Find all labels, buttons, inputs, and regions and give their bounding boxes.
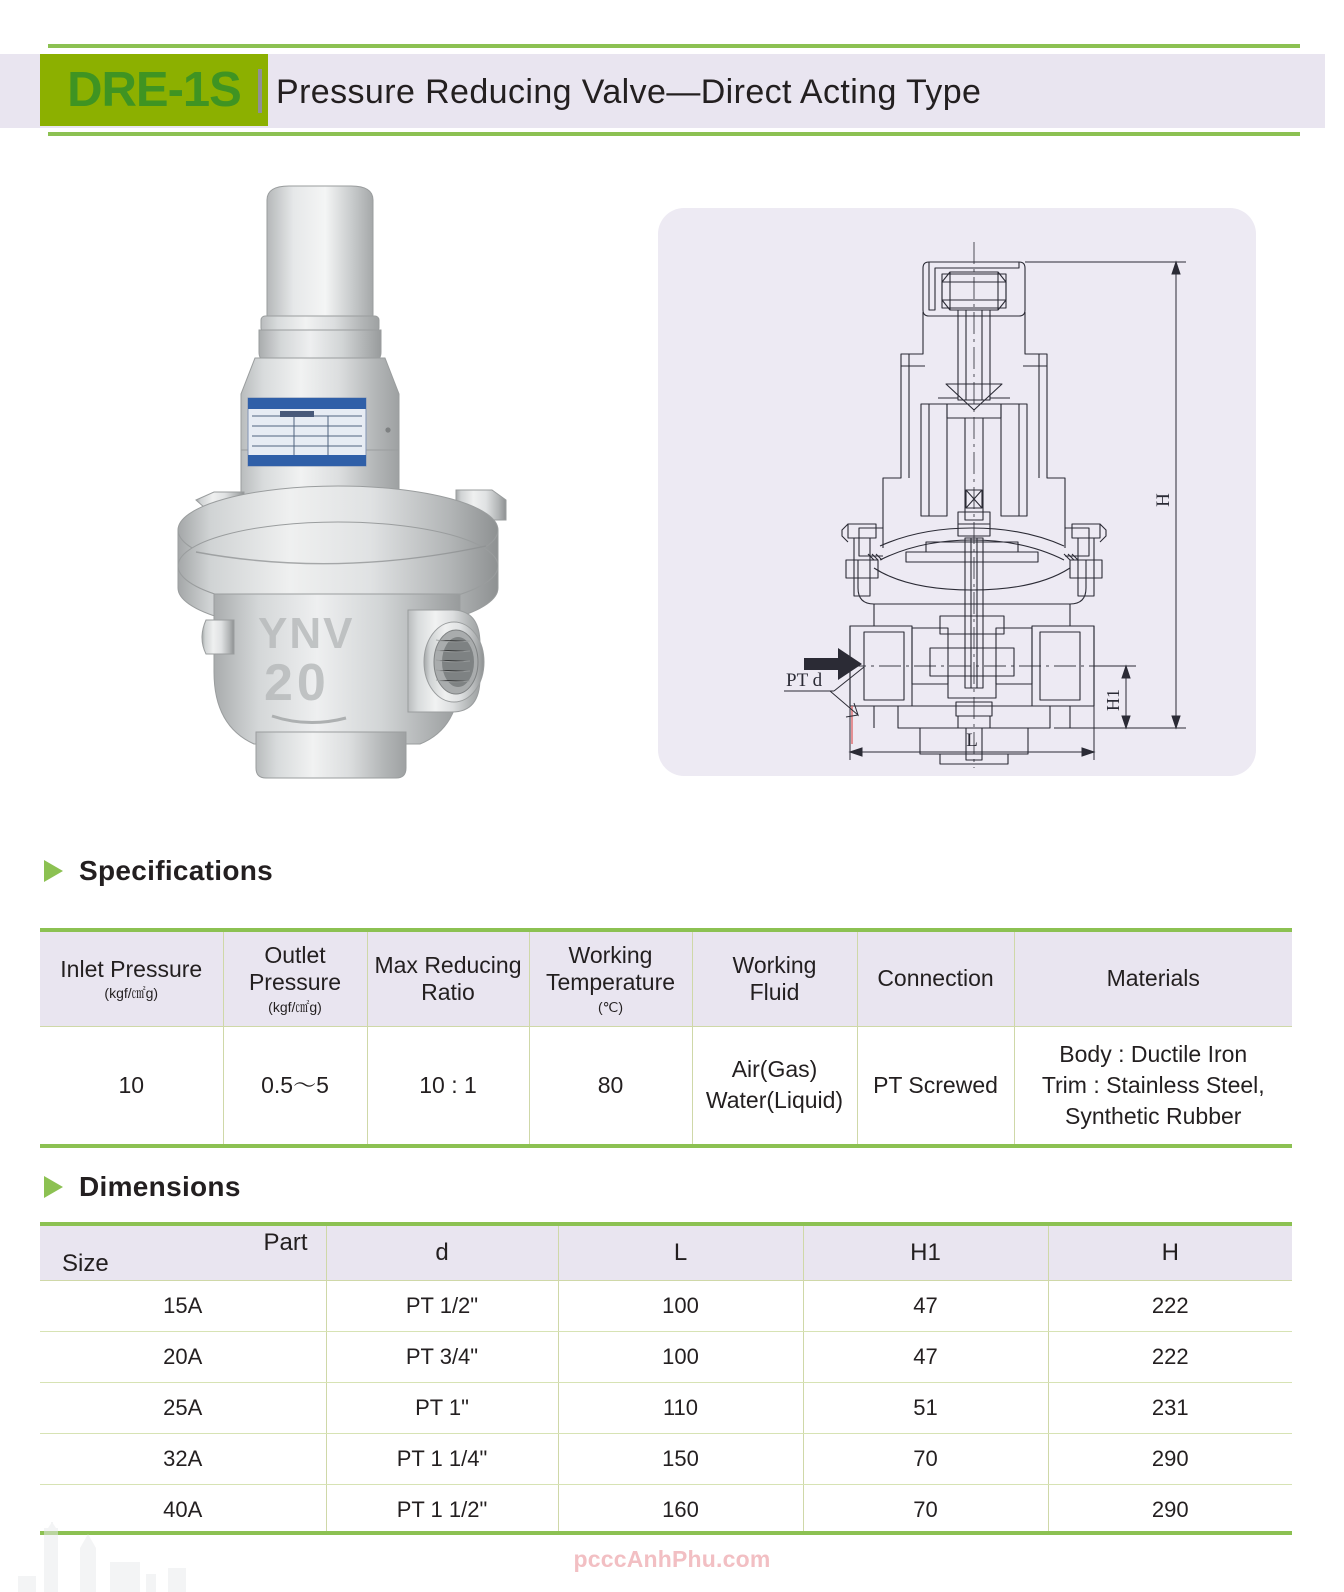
site-watermark: pcccAnhPhu.com	[573, 1546, 771, 1572]
spec-value-max-reducing-ratio: 10 : 1	[367, 1026, 529, 1146]
spec-header-row	[40, 930, 1292, 1026]
dim-cell-size: 25A	[40, 1382, 326, 1433]
dimensions-table	[40, 1222, 1292, 1535]
dimensions-heading-label: Dimensions	[79, 1171, 241, 1202]
dim-cell-L: 150	[558, 1433, 803, 1484]
spec-col-materials: Materials	[1014, 930, 1292, 1026]
dim-cell-H: 290	[1048, 1484, 1292, 1535]
header-rule-bottom	[48, 132, 1300, 136]
dimension-label-L: L	[966, 730, 978, 751]
dim-cell-L: 110	[558, 1382, 803, 1433]
specifications-heading	[44, 855, 273, 887]
header-divider	[258, 69, 262, 113]
triangle-right-icon	[44, 1176, 63, 1198]
dimensions-heading	[44, 1171, 241, 1203]
triangle-right-icon	[44, 860, 63, 882]
spec-col-working-fluid: Working Fluid	[692, 930, 857, 1026]
dim-col-size-part	[40, 1224, 326, 1280]
valve-nameplate	[248, 398, 366, 466]
model-badge-label: DRE-1S	[67, 62, 241, 117]
dim-col-H: H	[1048, 1224, 1292, 1280]
dim-col-d: d	[326, 1224, 558, 1280]
specifications-table	[40, 928, 1292, 1148]
dim-cell-H1: 47	[803, 1280, 1048, 1331]
table-row	[40, 1433, 1292, 1484]
dim-cell-L: 160	[558, 1484, 803, 1535]
spec-value-working-temperature: 80	[529, 1026, 692, 1146]
dim-cell-H: 290	[1048, 1433, 1292, 1484]
table-row	[40, 1331, 1292, 1382]
dim-cell-H: 222	[1048, 1280, 1292, 1331]
dim-cell-d: PT 1 1/2"	[326, 1484, 558, 1535]
dim-col-L: L	[558, 1224, 803, 1280]
product-photo	[160, 180, 630, 780]
table-row	[40, 1382, 1292, 1433]
dim-cell-size: 15A	[40, 1280, 326, 1331]
svg-text:YNV: YNV	[258, 609, 355, 658]
specifications-heading-label: Specifications	[79, 855, 274, 886]
dim-cell-d: PT 3/4"	[326, 1331, 558, 1382]
spec-value-materials: Body : Ductile Iron Trim : Stainless Steel, Synthetic Rubber	[1014, 1026, 1292, 1146]
dimension-label-H: H	[1153, 493, 1174, 507]
spec-col-max-reducing-ratio: Max Reducing Ratio	[367, 930, 529, 1026]
dimension-label-H1: H1	[1103, 689, 1123, 711]
dim-cell-d: PT 1/2"	[326, 1280, 558, 1331]
dim-cell-H1: 51	[803, 1382, 1048, 1433]
spec-col-connection: Connection	[857, 930, 1014, 1026]
dim-cell-L: 100	[558, 1331, 803, 1382]
dim-col-H1: H1	[803, 1224, 1048, 1280]
spec-value-working-fluid: Air(Gas) Water(Liquid)	[692, 1026, 857, 1146]
dim-cell-size: 20A	[40, 1331, 326, 1382]
spec-col-working-temperature: Working Temperature (℃)	[529, 930, 692, 1026]
spec-col-outlet-pressure: Outlet Pressure (kgf/㎠g)	[223, 930, 367, 1026]
dim-cell-H1: 70	[803, 1433, 1048, 1484]
dim-col-size-label: Size	[62, 1249, 109, 1277]
dim-cell-H: 231	[1048, 1382, 1292, 1433]
spec-value-outlet-pressure: 0.5～5	[223, 1026, 367, 1146]
table-row	[40, 1280, 1292, 1331]
dim-cell-H1: 47	[803, 1331, 1048, 1382]
dimension-label-PTd: PT d	[786, 670, 823, 691]
page-title: Pressure Reducing Valve—Direct Acting Type	[276, 72, 982, 111]
spec-col-inlet-pressure: Inlet Pressure (kgf/㎠g)	[40, 930, 223, 1026]
dim-cell-d: PT 1 1/4"	[326, 1433, 558, 1484]
model-badge	[40, 54, 268, 126]
dim-cell-size: 40A	[40, 1484, 326, 1535]
dimension-drawing-panel	[658, 208, 1256, 776]
dim-cell-L: 100	[558, 1280, 803, 1331]
spec-data-row	[40, 1026, 1292, 1146]
dim-cell-size: 32A	[40, 1433, 326, 1484]
svg-text:20: 20	[264, 654, 330, 712]
dim-cell-H1: 70	[803, 1484, 1048, 1535]
spec-value-connection: PT Screwed	[857, 1026, 1014, 1146]
spec-value-inlet-pressure: 10	[40, 1026, 223, 1146]
dim-cell-H: 222	[1048, 1331, 1292, 1382]
header-rule-top	[48, 44, 1300, 48]
dim-cell-d: PT 1"	[326, 1382, 558, 1433]
dim-col-part-label: Part	[263, 1229, 308, 1256]
dim-header-row	[40, 1224, 1292, 1280]
